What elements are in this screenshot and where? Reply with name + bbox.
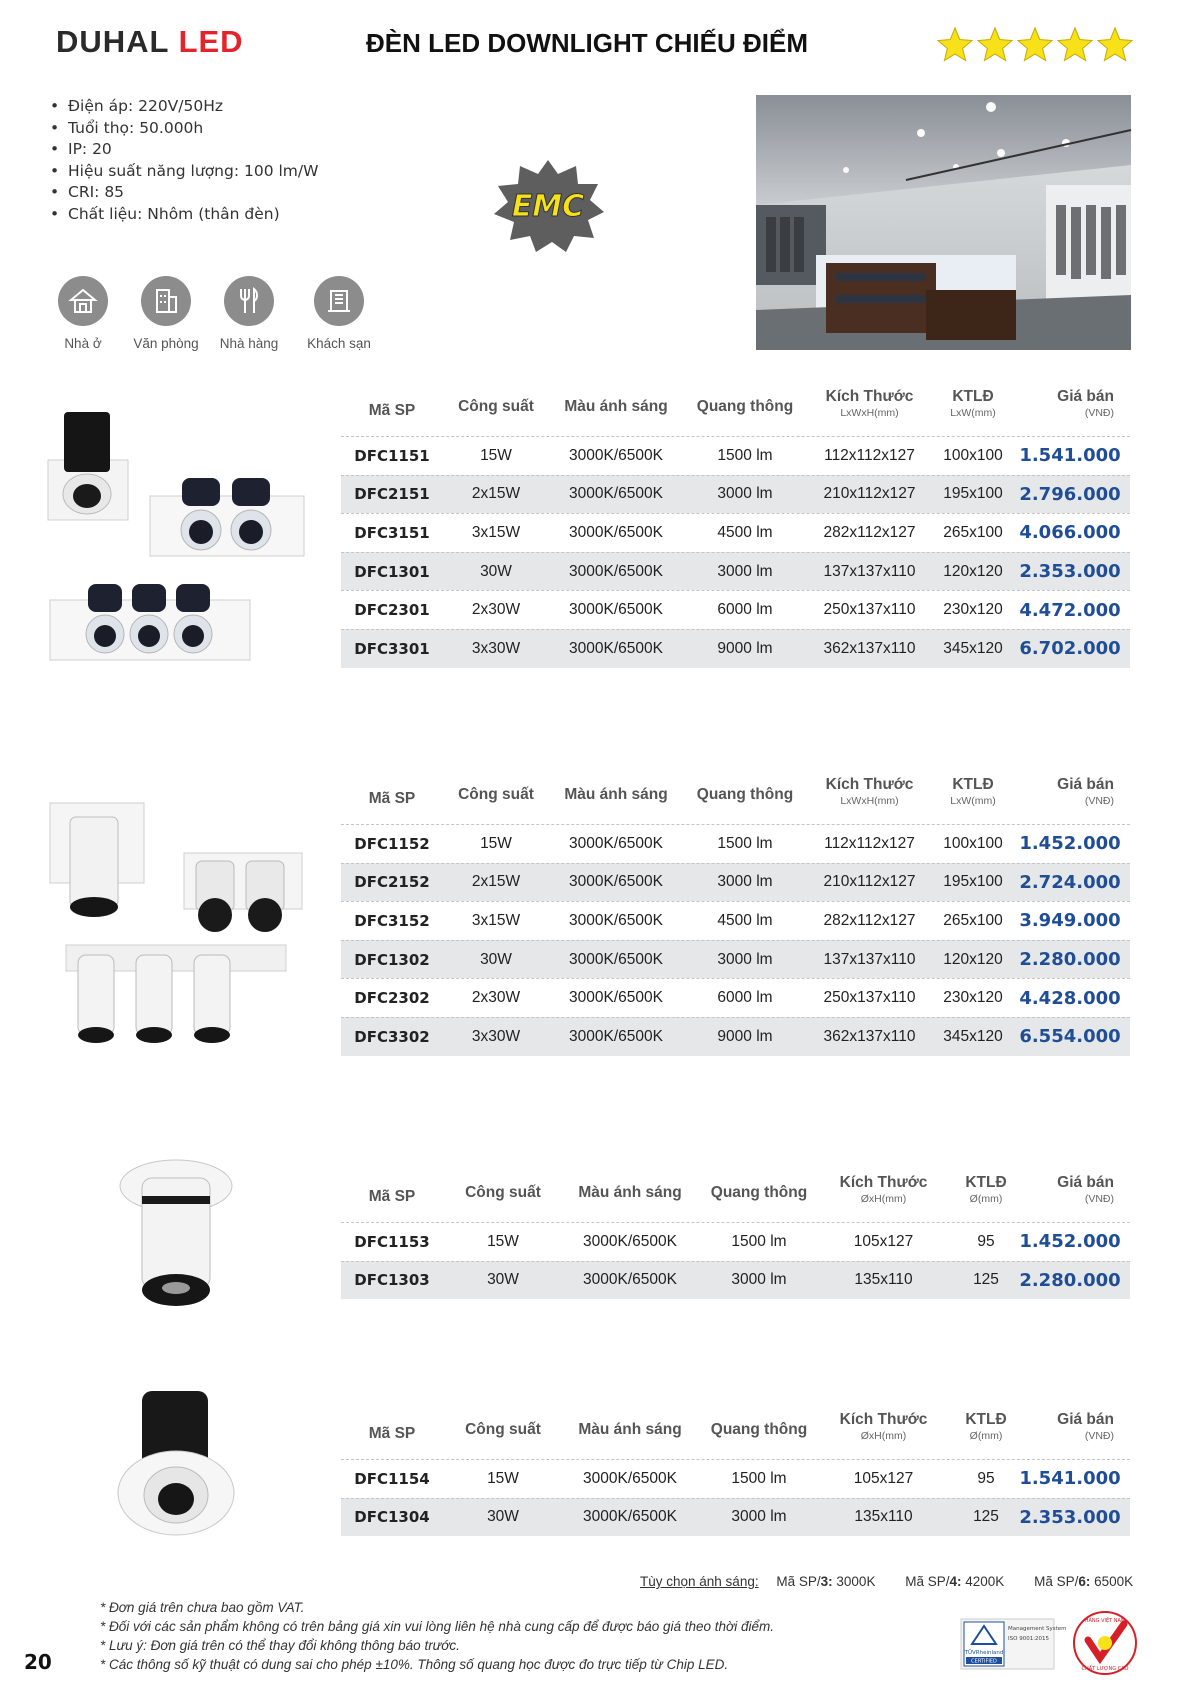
cell-code: DFC1151 (354, 446, 430, 465)
cell-lumen: 3000 lm (717, 873, 773, 891)
cell-color: 3000K/6500K (569, 989, 663, 1007)
cell-power: 3x15W (471, 523, 521, 541)
cell-color: 3000K/6500K (569, 873, 663, 891)
header-color: Màu ánh sáng (578, 1184, 682, 1201)
page-number: 20 (24, 1650, 52, 1674)
cell-price: 2.280.000 (1019, 1269, 1121, 1291)
brand-logo (56, 24, 244, 60)
svg-text:CHẤT LƯỢNG CAO: CHẤT LƯỢNG CAO (1081, 1666, 1129, 1672)
header-code: Mã SP (368, 402, 416, 419)
cell-power: 30W (480, 950, 512, 968)
cell-lumen: 9000 lm (717, 639, 773, 657)
cell-size: 362x137x110 (823, 1027, 916, 1045)
price-table-2 (341, 778, 1130, 1056)
header-power: Công suất (465, 1421, 541, 1438)
hotel-icon (314, 276, 364, 326)
cell-size: 105x127 (853, 1232, 914, 1250)
light-options-label: Tùy chọn ánh sáng: (640, 1574, 759, 1589)
table-row (341, 590, 1130, 629)
cell-price: 3.949.000 (1019, 910, 1121, 932)
table-row (341, 1261, 1130, 1300)
cell-price: 2.724.000 (1019, 871, 1121, 893)
cell-color: 3000K/6500K (569, 601, 663, 619)
cell-price: 1.541.000 (1019, 445, 1121, 467)
application-restaurant (204, 276, 294, 351)
header-size-unit: LxWxH(mm) (840, 795, 899, 807)
application-label: Khách sạn (307, 336, 371, 351)
cell-color: 3000K/6500K (569, 834, 663, 852)
table-row (341, 436, 1130, 475)
cell-lumen: 3000 lm (717, 950, 773, 968)
spec-list (50, 96, 318, 226)
cell-cut: 125 (973, 1508, 999, 1526)
cell-color: 3000K/6500K (583, 1508, 677, 1526)
cell-code: DFC3302 (354, 1027, 430, 1046)
application-label: Nhà hàng (219, 336, 279, 351)
cell-size: 362x137x110 (823, 639, 916, 657)
cell-size: 137x137x110 (823, 950, 916, 968)
header-code: Mã SP (368, 1425, 416, 1442)
star-icon (1018, 28, 1052, 61)
footnotes (100, 1598, 774, 1674)
header-lumen: Quang thông (696, 786, 794, 803)
header-code: Mã SP (368, 1188, 416, 1205)
cell-lumen: 3000 lm (731, 1508, 787, 1526)
table-header (341, 778, 1130, 824)
cell-price: 1.541.000 (1019, 1468, 1121, 1490)
cell-color: 3000K/6500K (569, 562, 663, 580)
page-title: ĐÈN LED DOWNLIGHT CHIẾU ĐIỂM (366, 28, 808, 58)
cell-cut: 120x120 (943, 950, 1003, 968)
header-price-unit: (VNĐ) (1084, 795, 1114, 807)
application-office (121, 276, 211, 351)
svg-text:HÀNG VIỆT NAM: HÀNG VIỆT NAM (1084, 1618, 1126, 1624)
note-price-change: * Lưu ý: Đơn giá trên có thể thay đổi không thông báo trước. (100, 1636, 774, 1655)
cell-size: 282x112x127 (823, 911, 916, 929)
header-cutout-unit: Ø(mm) (969, 1430, 1003, 1442)
cell-cut: 95 (977, 1232, 995, 1250)
cell-color: 3000K/6500K (583, 1271, 677, 1289)
rating-stars (935, 24, 1135, 68)
note-contact: * Đối với các sản phẩm không có trên bảng giá xin vui lòng liên hệ nhà cung cấp để được báo giá theo thời điểm. (100, 1617, 774, 1636)
cell-cut: 125 (973, 1271, 999, 1289)
product-image-dfc-xx51 (44, 408, 314, 678)
cell-size: 112x112x127 (824, 834, 915, 852)
header-cutout-unit: Ø(mm) (969, 1193, 1003, 1205)
cell-price: 1.452.000 (1019, 833, 1121, 855)
cell-size: 105x127 (853, 1469, 914, 1487)
star-icon (1098, 28, 1132, 61)
table-row (341, 1222, 1130, 1261)
cell-code: DFC2151 (354, 485, 430, 504)
header-cutout: KTLĐ (952, 388, 994, 405)
application-hotel (294, 276, 384, 351)
cell-cut: 195x100 (943, 485, 1003, 503)
cell-lumen: 9000 lm (717, 1027, 773, 1045)
table-row (341, 552, 1130, 591)
hvn-clc-logo (1072, 1610, 1138, 1676)
cell-price: 2.353.000 (1019, 561, 1121, 583)
header-price: Giá bán (1057, 776, 1114, 793)
cell-price: 2.796.000 (1019, 483, 1121, 505)
cell-price: 4.428.000 (1019, 987, 1121, 1009)
header-size: Kích Thước (839, 1174, 928, 1191)
cell-lumen: 4500 lm (717, 523, 773, 541)
brand-name: DUHAL (56, 24, 169, 59)
cell-size: 112x112x127 (824, 446, 915, 464)
cell-lumen: 3000 lm (717, 485, 773, 503)
cell-power: 30W (480, 562, 512, 580)
header-power: Công suất (458, 398, 534, 415)
cell-lumen: 6000 lm (717, 989, 773, 1007)
star-icon (1058, 28, 1092, 61)
spec-efficiency: • Hiệu suất năng lượng: 100 lm/W (50, 161, 318, 183)
table-header (341, 1176, 1130, 1222)
table-row (341, 863, 1130, 902)
header-size: Kích Thước (825, 388, 914, 405)
cell-power: 30W (487, 1271, 519, 1289)
cell-cut: 120x120 (943, 562, 1003, 580)
cell-size: 137x137x110 (823, 562, 916, 580)
cell-cut: 230x120 (943, 601, 1003, 619)
header-price: Giá bán (1057, 1174, 1114, 1191)
house-icon (58, 276, 108, 326)
cell-size: 282x112x127 (823, 523, 916, 541)
header-price: Giá bán (1057, 388, 1114, 405)
cell-code: DFC3151 (354, 523, 430, 542)
spec-lifetime: • Tuổi thọ: 50.000h (50, 118, 318, 140)
cell-lumen: 4500 lm (717, 911, 773, 929)
spec-material: • Chất liệu: Nhôm (thân đèn) (50, 204, 318, 226)
cell-lumen: 1500 lm (731, 1469, 787, 1487)
cell-price: 2.353.000 (1019, 1506, 1121, 1528)
cell-color: 3000K/6500K (569, 950, 663, 968)
application-label: Nhà ở (64, 336, 102, 351)
cell-code: DFC2302 (354, 989, 430, 1008)
table-row (341, 629, 1130, 668)
cell-power: 30W (487, 1508, 519, 1526)
cell-cut: 100x100 (943, 446, 1003, 464)
table-row (341, 824, 1130, 863)
header-cutout-unit: LxW(mm) (950, 795, 996, 807)
cell-lumen: 6000 lm (717, 601, 773, 619)
application-home (38, 276, 128, 351)
svg-text:Management System: Management System (1008, 1626, 1067, 1632)
table-row (341, 475, 1130, 514)
header-cutout-unit: LxW(mm) (950, 407, 996, 419)
cell-code: DFC3152 (354, 911, 430, 930)
product-image-dfc-xx52 (44, 795, 314, 1055)
cell-power: 3x15W (471, 911, 521, 929)
price-table-1 (341, 390, 1130, 668)
cell-code: DFC1152 (354, 834, 430, 853)
cell-lumen: 3000 lm (731, 1271, 787, 1289)
cell-size: 135x110 (854, 1271, 913, 1289)
cell-size: 250x137x110 (823, 601, 916, 619)
header-color: Màu ánh sáng (578, 1421, 682, 1438)
header-cutout: KTLĐ (965, 1411, 1007, 1428)
cell-lumen: 1500 lm (731, 1232, 787, 1250)
cell-lumen: 3000 lm (717, 562, 773, 580)
cell-lumen: 1500 lm (717, 834, 773, 852)
cell-code: DFC1154 (354, 1469, 430, 1488)
cell-color: 3000K/6500K (569, 446, 663, 464)
light-options (640, 1574, 1133, 1589)
cell-code: DFC1301 (354, 562, 430, 581)
cell-cut: 265x100 (943, 911, 1003, 929)
header-size: Kích Thước (839, 1411, 928, 1428)
cell-power: 3x30W (471, 1027, 521, 1045)
cell-cut: 95 (977, 1469, 995, 1487)
table-header (341, 390, 1130, 436)
cell-price: 4.066.000 (1019, 522, 1121, 544)
star-icon (978, 28, 1012, 61)
light-option-3000k: Mã SP/3: 3000K (776, 1574, 876, 1589)
cell-power: 15W (480, 446, 512, 464)
cell-code: DFC3301 (354, 639, 430, 658)
cell-code: DFC1302 (354, 950, 430, 969)
cell-color: 3000K/6500K (569, 523, 663, 541)
cell-price: 6.702.000 (1019, 638, 1121, 660)
product-image-dfc-xx54 (112, 1385, 242, 1545)
cell-power: 15W (487, 1469, 519, 1487)
header-price-unit: (VNĐ) (1084, 407, 1114, 419)
cell-color: 3000K/6500K (569, 485, 663, 503)
header-color: Màu ánh sáng (564, 398, 668, 415)
header-code: Mã SP (368, 790, 416, 807)
table-row (341, 901, 1130, 940)
cell-size: 210x112x127 (823, 873, 916, 891)
light-option-4200k: Mã SP/4: 4200K (905, 1574, 1005, 1589)
cell-code: DFC1304 (354, 1508, 430, 1527)
header-price: Giá bán (1057, 1411, 1114, 1428)
cell-code: DFC1153 (354, 1232, 430, 1251)
emc-badge (490, 158, 606, 254)
cell-power: 15W (487, 1232, 519, 1250)
fork-knife-icon (224, 276, 274, 326)
application-label: Văn phòng (133, 336, 199, 351)
header-lumen: Quang thông (710, 1184, 808, 1201)
cell-power: 2x15W (471, 485, 521, 503)
tuv-certification-logo (960, 1618, 1067, 1670)
store-interior-photo (756, 95, 1131, 350)
header-lumen: Quang thông (710, 1421, 808, 1438)
cell-price: 4.472.000 (1019, 599, 1121, 621)
cell-cut: 100x100 (943, 834, 1003, 852)
spec-voltage: • Điện áp: 220V/50Hz (50, 96, 318, 118)
cell-power: 2x15W (471, 873, 521, 891)
table-row (341, 1017, 1130, 1056)
header-size-unit: ØxH(mm) (860, 1430, 907, 1442)
header-power: Công suất (458, 786, 534, 803)
brand-led: LED (178, 24, 244, 59)
cell-cut: 195x100 (943, 873, 1003, 891)
cell-power: 2x30W (471, 989, 521, 1007)
svg-text:ISO 9001:2015: ISO 9001:2015 (1008, 1636, 1050, 1642)
cell-color: 3000K/6500K (569, 911, 663, 929)
cell-color: 3000K/6500K (583, 1232, 677, 1250)
header-price-unit: (VNĐ) (1084, 1430, 1114, 1442)
cell-code: DFC1303 (354, 1271, 430, 1290)
cell-size: 210x112x127 (823, 485, 916, 503)
note-tolerance: * Các thông số kỹ thuật có dung sai cho phép ±10%. Thông số quang học được đo trực tiếp từ Chip LED. (100, 1655, 774, 1674)
cell-price: 2.280.000 (1019, 949, 1121, 971)
cell-price: 6.554.000 (1019, 1026, 1121, 1048)
header-size-unit: LxWxH(mm) (840, 407, 899, 419)
cell-size: 135x110 (854, 1508, 913, 1526)
header-cutout: KTLĐ (952, 776, 994, 793)
cell-cut: 345x120 (943, 639, 1003, 657)
table-row (341, 1459, 1130, 1498)
table-row (341, 978, 1130, 1017)
table-row (341, 513, 1130, 552)
header-lumen: Quang thông (696, 398, 794, 415)
table-row (341, 1498, 1130, 1537)
cell-code: DFC2152 (354, 873, 430, 892)
header-size: Kích Thước (825, 776, 914, 793)
spec-ip: • IP: 20 (50, 139, 318, 161)
price-table-4 (341, 1413, 1130, 1536)
note-vat: * Đơn giá trên chưa bao gồm VAT. (100, 1598, 774, 1617)
cell-power: 3x30W (471, 639, 521, 657)
header-size-unit: ØxH(mm) (860, 1193, 907, 1205)
cell-power: 15W (480, 834, 512, 852)
office-building-icon (141, 276, 191, 326)
spec-cri: • CRI: 85 (50, 182, 318, 204)
cell-size: 250x137x110 (823, 989, 916, 1007)
header-color: Màu ánh sáng (564, 786, 668, 803)
table-header (341, 1413, 1130, 1459)
table-row (341, 940, 1130, 979)
svg-text:CERTIFIED: CERTIFIED (971, 1658, 997, 1665)
cell-cut: 265x100 (943, 523, 1003, 541)
header-price-unit: (VNĐ) (1084, 1193, 1114, 1205)
cell-color: 3000K/6500K (569, 639, 663, 657)
cell-lumen: 1500 lm (717, 446, 773, 464)
cell-price: 1.452.000 (1019, 1231, 1121, 1253)
header-power: Công suất (465, 1184, 541, 1201)
star-icon (938, 28, 972, 61)
cell-power: 2x30W (471, 601, 521, 619)
light-option-6500k: Mã SP/6: 6500K (1034, 1574, 1134, 1589)
cell-cut: 345x120 (943, 1027, 1003, 1045)
cell-color: 3000K/6500K (583, 1469, 677, 1487)
cell-cut: 230x120 (943, 989, 1003, 1007)
product-image-dfc-xx53 (112, 1148, 242, 1318)
cell-color: 3000K/6500K (569, 1027, 663, 1045)
header-cutout: KTLĐ (965, 1174, 1007, 1191)
cell-code: DFC2301 (354, 601, 430, 620)
emc-label: EMC (511, 189, 585, 224)
svg-text:TÜVRheinland: TÜVRheinland (964, 1650, 1004, 1656)
price-table-3 (341, 1176, 1130, 1299)
